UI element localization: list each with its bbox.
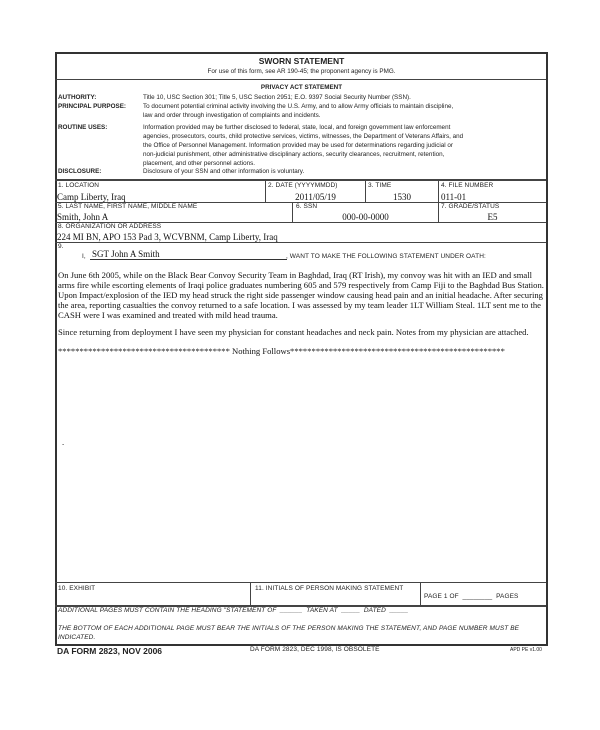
exhibit-label: 10. EXHIBIT [58, 585, 96, 592]
statement-name-field[interactable]: SGT John A Smith [90, 249, 287, 260]
divider [420, 582, 421, 605]
time-label: 3. TIME [368, 182, 392, 189]
date-label: 2. DATE (YYYYMMDD) [268, 182, 338, 189]
purpose-label: PRINCIPAL PURPOSE: [58, 103, 126, 110]
file-number-field[interactable]: 011-01 [441, 192, 467, 202]
routine-label: ROUTINE USES: [58, 124, 108, 131]
name-label: 5. LAST NAME, FIRST NAME, MIDDLE NAME [58, 203, 198, 210]
divider [250, 582, 251, 605]
statement-paragraph-1[interactable]: On June 6th 2005, while on the Black Bear Convoy Security Team in Baghdad, Iraq (RT Irish), my convoy was hit with an IED and small arms fire while escorting elements of Iraqi police graduates numbering 605 and 579 respectively from Camp Fiji to the Baghdad Bus Station. Upon Impact/explosion of the IED my head struck the right side passenger window causing head pain and an initial headache. After securing the area, reporting casualties the convoy returned to a safe location. I was assessed by my team leader 1LT William Steal. 1LT sent me to the CASH were I was examined and treated with mild head trauma. [58, 270, 544, 320]
nothing-follows: **************************************** Nothing Follows************************************************** [58, 346, 505, 356]
divider [55, 79, 546, 80]
disclosure-label: DISCLOSURE: [58, 168, 102, 175]
ssn-label: 6. SSN [296, 203, 318, 210]
authority-label: AUTHORITY: [58, 94, 97, 101]
divider [55, 582, 546, 583]
location-field[interactable]: Camp Liberty, Iraq [57, 192, 126, 202]
bottom-page-note: THE BOTTOM OF EACH ADDITIONAL PAGE MUST BEAR THE INITIALS OF THE PERSON MAKING THE STATEMENT, AND PAGE NUMBER MUST BE INDICATED. [58, 625, 520, 641]
time-field[interactable]: 1530 [393, 192, 411, 202]
date-field[interactable]: 2011/05/19 [295, 192, 336, 202]
form-id: DA FORM 2823, NOV 2006 [57, 646, 163, 656]
ssn-field[interactable]: 000-00-0000 [342, 212, 389, 222]
item-9-label: 9. [58, 243, 64, 250]
disclosure-text: Disclosure of your SSN and other information is voluntary. [143, 168, 305, 175]
additional-pages-note: ADDITIONAL PAGES MUST CONTAIN THE HEADING "STATEMENT OF ______ TAKEN AT _____ DATED _____ [58, 607, 409, 614]
grade-label: 7. GRADE/STATUS [441, 203, 500, 210]
org-field[interactable]: 224 MI BN, APO 153 Pad 3, WCVBNM, Camp Liberty, Iraq [57, 232, 278, 242]
name-field[interactable]: Smith, John A [57, 212, 109, 222]
file-number-label: 4. FILE NUMBER [441, 182, 494, 189]
divider [55, 242, 546, 243]
grade-field[interactable]: E5 [487, 212, 498, 222]
i-prefix: I, [82, 253, 86, 260]
divider [55, 179, 546, 181]
purpose-text: To document potential criminal activity involving the U.S. Army, and to allow Army officials to maintain discipline, law and order through investigation of complaints and incidents. [143, 103, 454, 119]
initials-label: 11. INITIALS OF PERSON MAKING STATEMENT [255, 585, 404, 592]
org-label: 8. ORGANIZATION OR ADDRESS [58, 223, 162, 230]
obsolete-note: DA FORM 2823, DEC 1998, IS OBSOLETE [250, 646, 380, 653]
stray-dot: . [62, 437, 65, 447]
page-count: PAGE 1 OF ________ PAGES [424, 593, 519, 600]
apd-version: APD PE v1.00 [510, 647, 542, 653]
privacy-heading: PRIVACY ACT STATEMENT [260, 84, 343, 91]
form-subtitle: For use of this form, see AR 190-45; the proponent agency is PMG. [207, 68, 396, 75]
routine-text: Information provided may be further disclosed to federal, state, local, and foreign government law enforcement agencies, prosecutors, courts, child protective services, victims, witnesses, the Department of Veterans Affairs, and the Office of Personnel Management. Information provided may be used for determinations regarding judicial or non-judicial punishment, other administrative disciplinary actions, security clearances, recruitment, retention, placement, and other personnel actions. [143, 124, 464, 167]
oath-text: , WANT TO MAKE THE FOLLOWING STATEMENT UNDER OATH: [286, 253, 486, 260]
authority-text: Title 10, USC Section 301; Title 5, USC Section 2951; E.O. 9397 Social Security Number (SSN). [143, 94, 411, 101]
statement-paragraph-2[interactable]: Since returning from deployment I have seen my physician for constant headaches and neck pain. Notes from my physician are attached. [58, 327, 529, 337]
form-title: SWORN STATEMENT [258, 56, 345, 66]
location-label: 1. LOCATION [58, 182, 100, 189]
